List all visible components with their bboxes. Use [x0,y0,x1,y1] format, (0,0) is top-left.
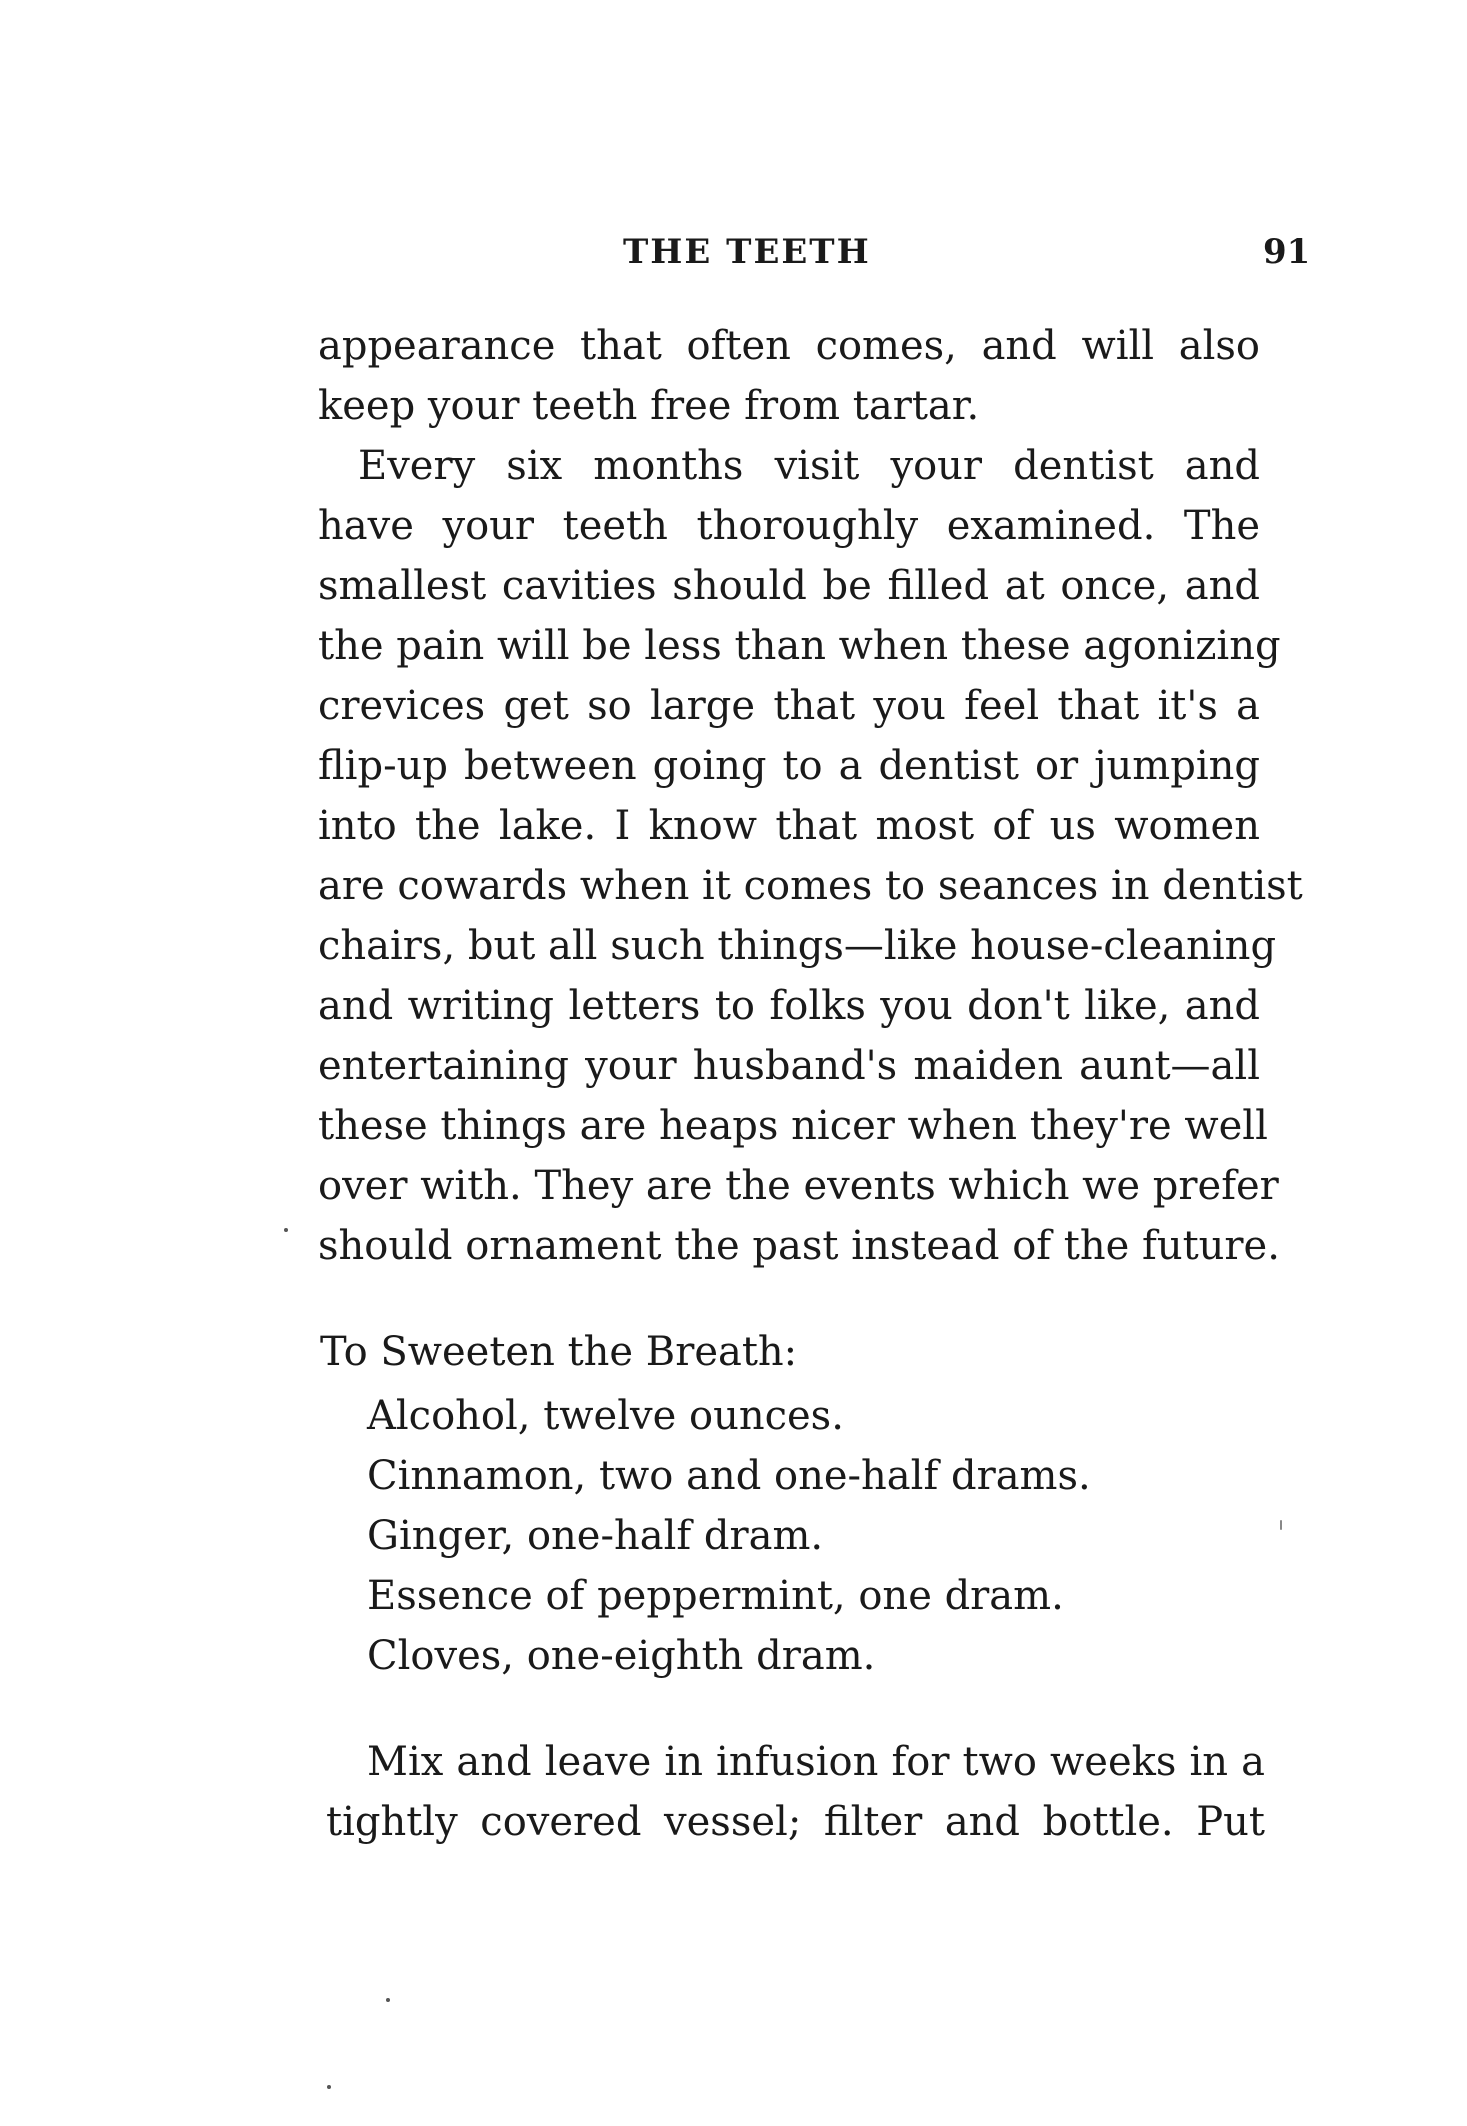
paragraph-2-line: over with. They are the events which we prefer [318,1163,1279,1209]
paragraph-2-line: flip-up between going to a dentist or jumping [318,743,1260,789]
paragraph-1-line: appearance that often comes, and will also [318,323,1260,369]
paragraph-2-line: entertaining your husband's maiden aunt—all [318,1043,1260,1089]
paragraph-2-line: have your teeth thoroughly examined. The [318,503,1260,549]
scan-speck [284,1228,288,1232]
paragraph-2-line: the pain will be less than when these agonizing [318,623,1281,669]
recipe-ingredient: Essence of peppermint, one dram. [367,1573,1064,1619]
recipe-ingredient: Cloves, one-eighth dram. [367,1633,876,1679]
recipe-ingredient: Alcohol, twelve ounces. [367,1393,844,1439]
recipe-ingredient: Ginger, one-half dram. [367,1513,824,1559]
paragraph-3-line: Mix and leave in infusion for two weeks in a [367,1739,1265,1785]
paragraph-2-line: crevices get so large that you feel that it's a [318,683,1260,729]
scan-speck [327,2085,331,2089]
chapter-title: THE TEETH [623,232,871,272]
page-number: 91 [1263,232,1311,272]
running-head [0,232,1467,284]
paragraph-2-line: these things are heaps nicer when they're well [318,1103,1268,1149]
paragraph-2-line: Every six months visit your dentist and [358,443,1260,489]
paragraph-2-line: smallest cavities should be filled at once, and [318,563,1260,609]
paragraph-2-line: and writing letters to folks you don't like, and [318,983,1260,1029]
recipe-ingredient: Cinnamon, two and one-half drams. [367,1453,1091,1499]
scan-speck [386,1998,390,2002]
paragraph-2-line: are cowards when it comes to seances in dentist [318,863,1303,909]
paragraph-2-line: chairs, but all such things—like house-cleaning [318,923,1277,969]
paragraph-2-line: into the lake. I know that most of us women [318,803,1260,849]
paragraph-3-line: tightly covered vessel; filter and bottle. Put [326,1799,1265,1845]
scan-speck [1280,1520,1282,1530]
paragraph-2-line: should ornament the past instead of the future. [318,1223,1280,1269]
paragraph-1-line: keep your teeth free from tartar. [318,383,980,429]
recipe-heading: To Sweeten the Breath: [320,1329,798,1375]
